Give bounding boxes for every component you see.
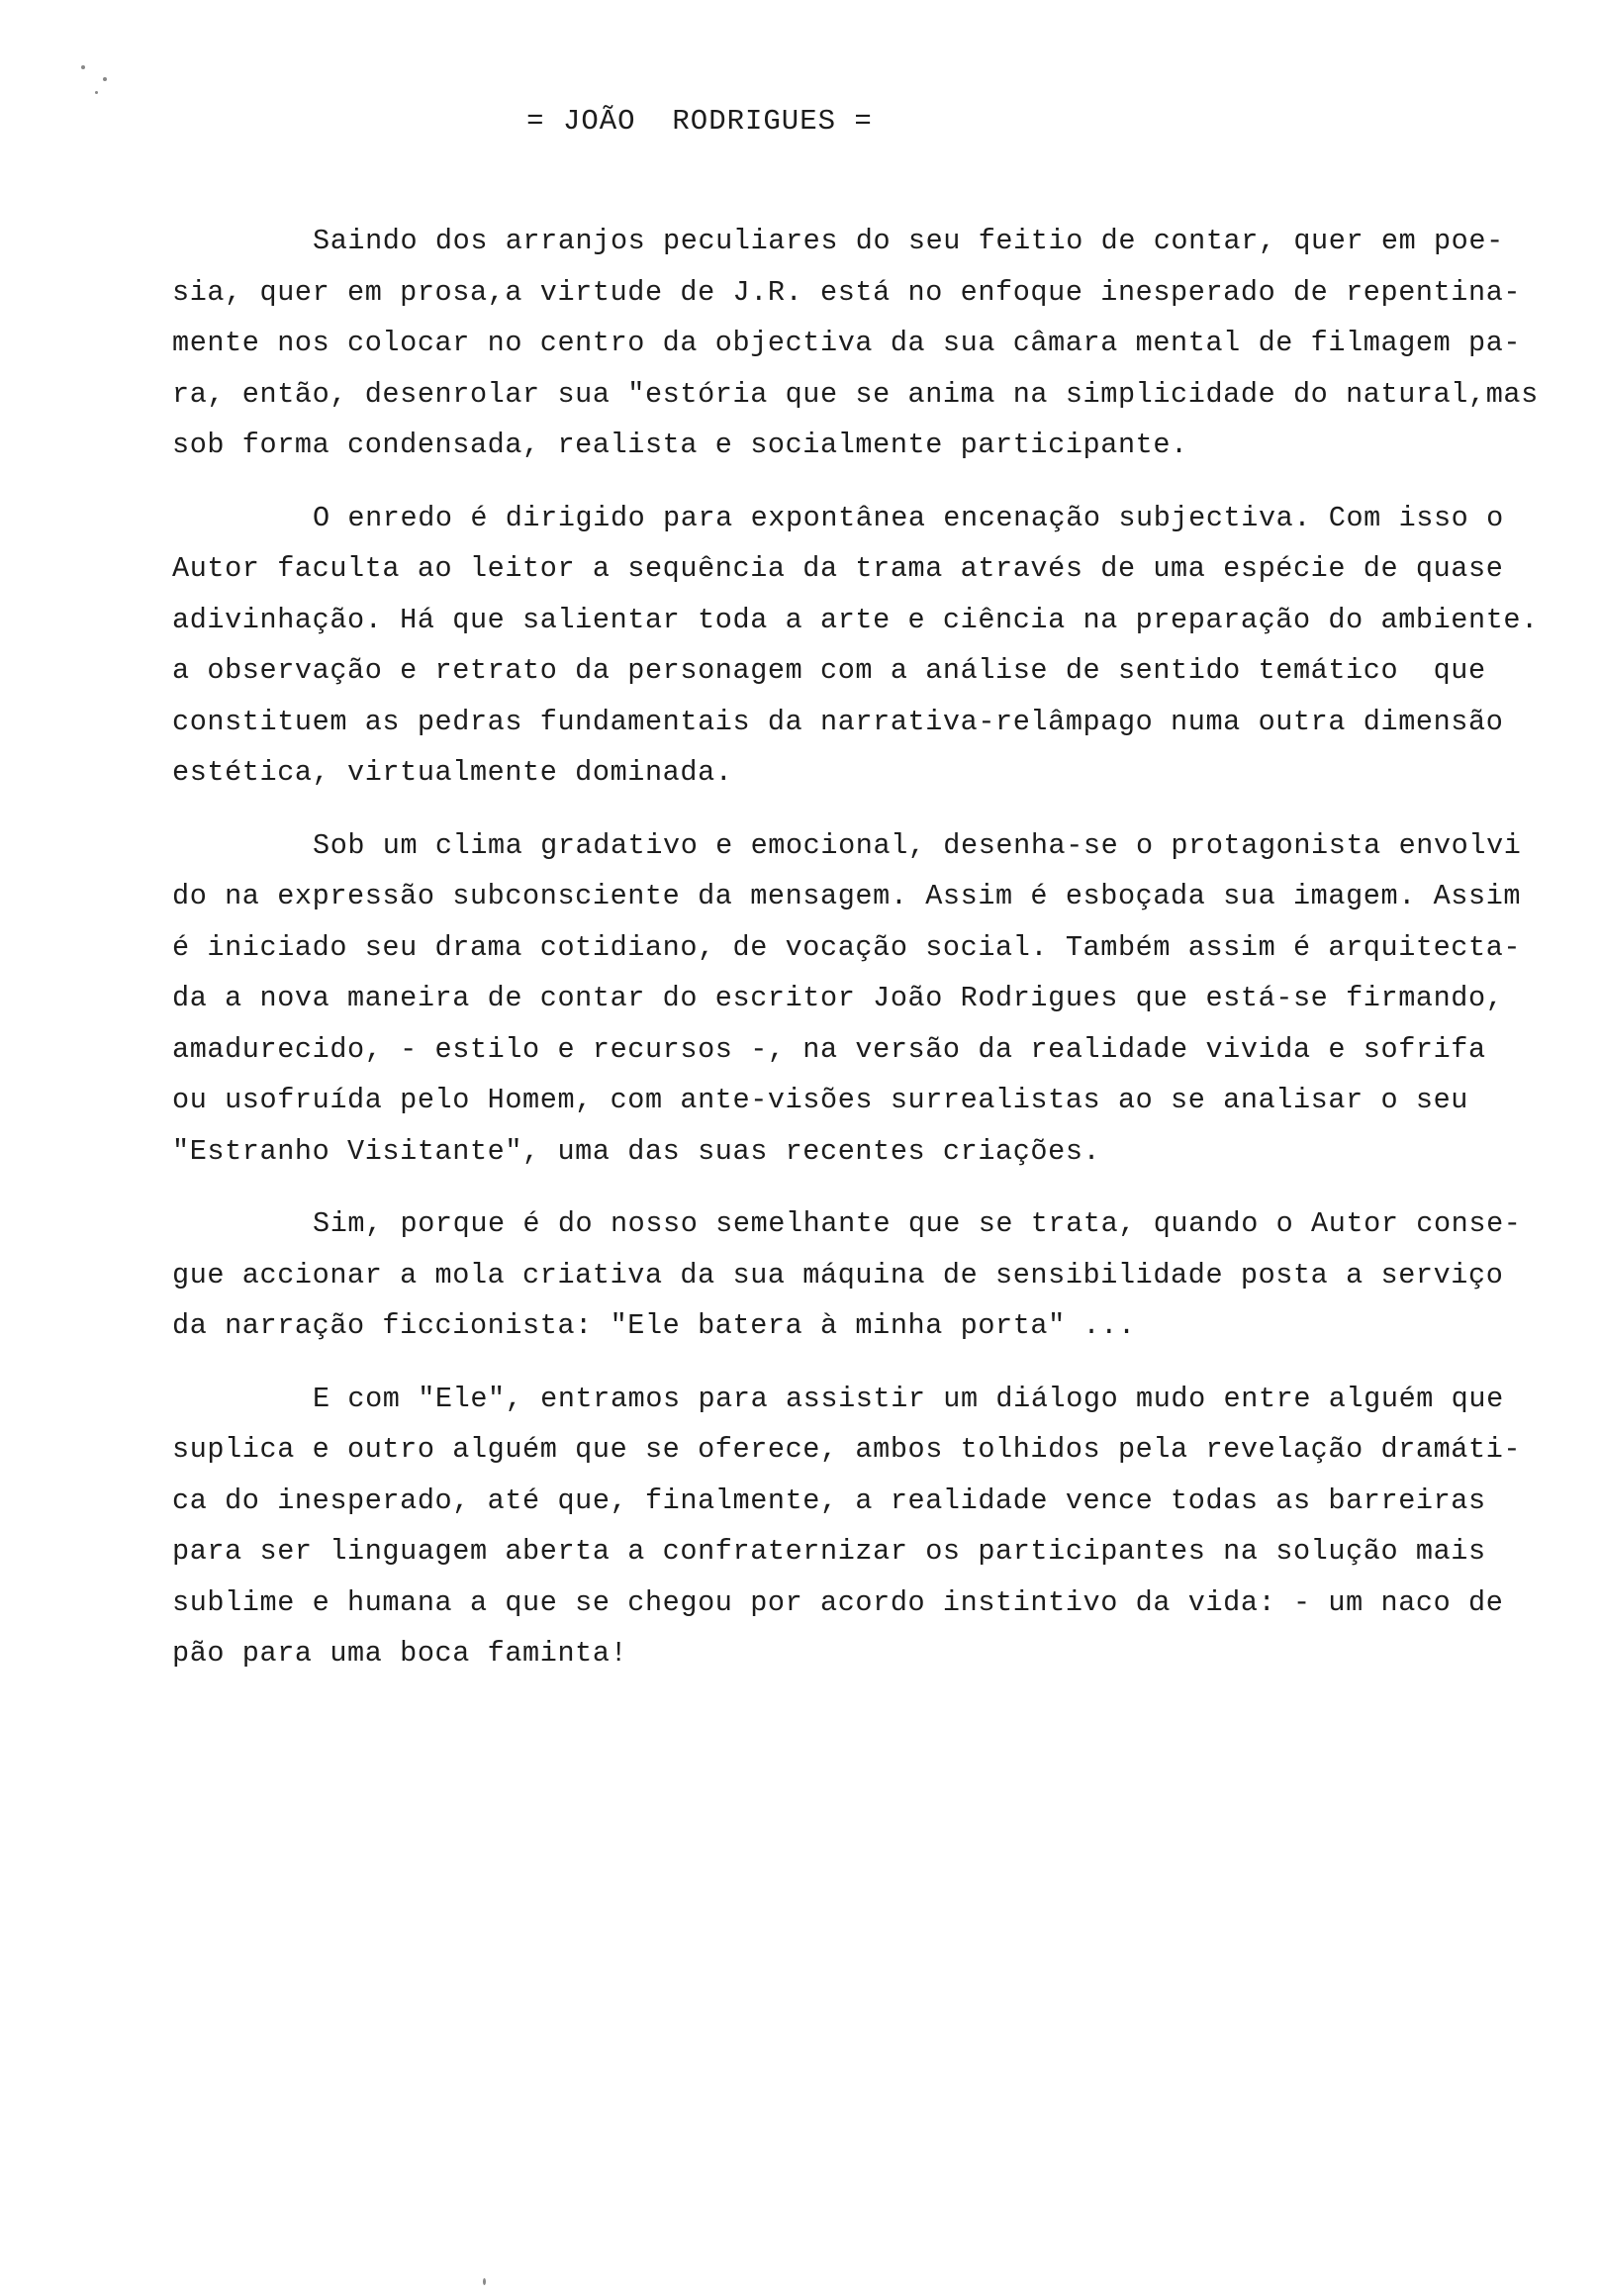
text-line: amadurecido, - estilo e recursos -, na versão da realidade vivida e sofrifa: [172, 1032, 1486, 1066]
text-line: do na expressão subconsciente da mensagem. Assim é esboçada sua imagem. Assim: [172, 880, 1522, 912]
paragraph: [172, 493, 1575, 799]
text-line: Sob um clima gradativo e emocional, desenha-se o protagonista envolvi: [313, 828, 1522, 862]
document-title: = JOÃO RODRIGUES =: [526, 105, 873, 138]
text-line: sia, quer em prosa,a virtude de J.R. está no enfoque inesperado de repentina-: [172, 275, 1522, 309]
document-body: [172, 216, 1575, 1701]
text-line: da narração ficcionista: "Ele batera à minha porta" ...: [172, 1309, 1136, 1342]
text-line: ou usofruída pelo Homem, com ante-visões surrealistas ao se analisar o seu: [172, 1084, 1469, 1116]
text-line: pão para uma boca faminta!: [172, 1637, 628, 1670]
text-line: suplica e outro alguém que se oferece, ambos tolhidos pela revelação dramáti-: [172, 1433, 1522, 1466]
scan-speck: [483, 2278, 486, 2285]
text-line: mente nos colocar no centro da objectiva da sua câmara mental de filmagem pa-: [172, 327, 1522, 359]
paragraph: [172, 1198, 1575, 1352]
scan-speck: [95, 91, 98, 94]
text-line: ra, então, desenrolar sua "estória que se anima na simplicidade do natural,mas: [172, 377, 1539, 411]
text-line: sob forma condensada, realista e socialmente participante.: [172, 429, 1188, 461]
text-line: Saindo dos arranjos peculiares do seu feitio de contar, quer em poe-: [313, 225, 1504, 257]
text-line: E com "Ele", entramos para assistir um diálogo mudo entre alguém que: [313, 1382, 1504, 1415]
paragraph: [172, 1374, 1575, 1679]
text-line: "Estranho Visitante", uma das suas recentes criações.: [172, 1134, 1101, 1168]
text-line: O enredo é dirigido para expontânea encenação subjectiva. Com isso o: [313, 501, 1504, 534]
text-line: adivinhação. Há que salientar toda a arte e ciência na preparação do ambiente.: [172, 603, 1539, 636]
text-line: ca do inesperado, até que, finalmente, a realidade vence todas as barreiras: [172, 1483, 1486, 1517]
paragraph: [172, 216, 1575, 471]
text-line: é iniciado seu drama cotidiano, de vocação social. Também assim é arquitecta-: [172, 930, 1522, 964]
text-line: para ser linguagem aberta a confraternizar os participantes na solução mais: [172, 1535, 1486, 1568]
text-line: da a nova maneira de contar do escritor João Rodrigues que está-se firmando,: [172, 982, 1504, 1014]
text-line: Sim, porque é do nosso semelhante que se trata, quando o Autor conse-: [313, 1207, 1522, 1240]
text-line: estética, virtualmente dominada.: [172, 756, 733, 789]
scan-speck: [103, 77, 107, 81]
text-line: a observação e retrato da personagem com a análise de sentido temático que: [172, 654, 1486, 687]
text-line: constituem as pedras fundamentais da narrativa-relâmpago numa outra dimensão: [172, 705, 1504, 738]
paragraph: [172, 820, 1575, 1178]
text-line: gue accionar a mola criativa da sua máquina de sensibilidade posta a serviço: [172, 1258, 1504, 1292]
text-line: sublime e humana a que se chegou por acordo instintivo da vida: - um naco de: [172, 1585, 1504, 1619]
scan-speck: [81, 65, 85, 69]
text-line: Autor faculta ao leitor a sequência da trama através de uma espécie de quase: [172, 552, 1504, 585]
